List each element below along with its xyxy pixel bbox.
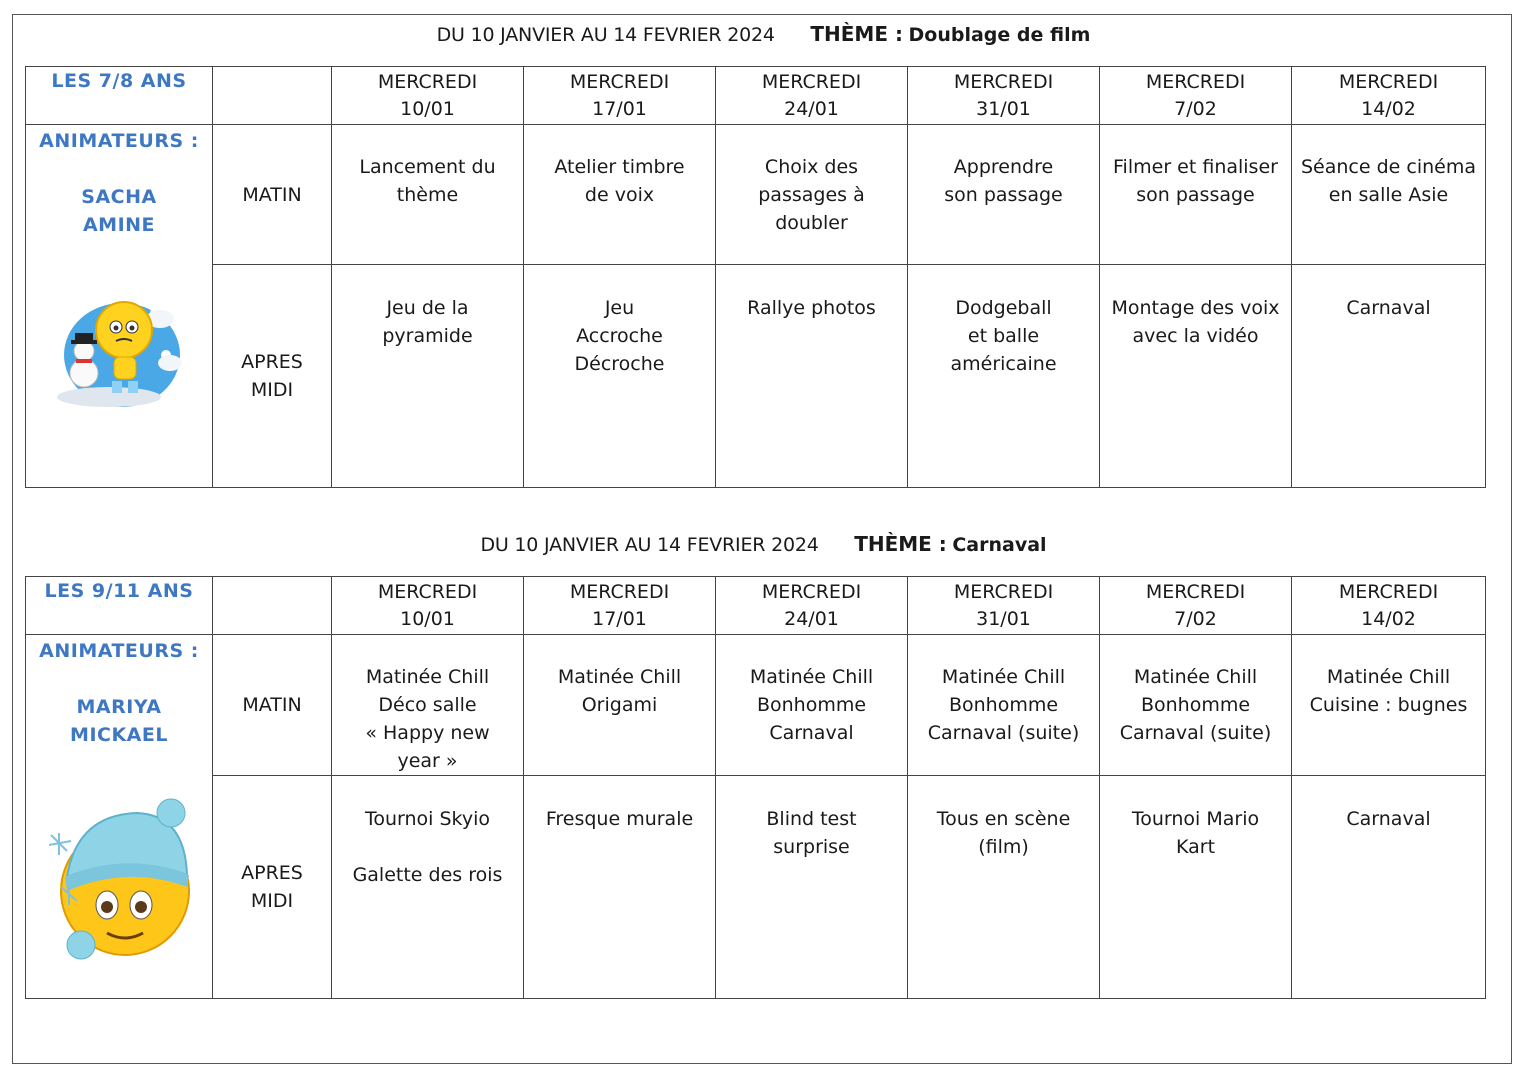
activity-cell: Tous en scène (film) [908,776,1100,999]
activity-cell: Tournoi Mario Kart [1100,776,1292,999]
empty-header-cell [213,577,332,635]
theme-value: Carnaval [952,534,1047,556]
activity-cell: Blind test surprise [716,776,908,999]
animators-label: ANIMATEURS : [39,130,199,152]
day-header: MERCREDI 31/01 [908,577,1100,635]
schedule-table [25,576,1486,999]
activity-cell: Filmer et finaliser son passage [1100,125,1292,265]
activity-cell: Montage des voix avec la vidéo [1100,265,1292,488]
day-header: MERCREDI 10/01 [332,577,524,635]
day-header: MERCREDI 7/02 [1100,577,1292,635]
theme-label: THÈME : [854,532,947,556]
day-header: MERCREDI 10/01 [332,67,524,125]
activity-cell: Rallye photos [716,265,908,488]
age-group-label: LES 9/11 ANS [26,577,213,635]
activity-cell: Dodgeball et balle américaine [908,265,1100,488]
age-group-label: LES 7/8 ANS [26,67,213,125]
animator-name: MARIYA [76,696,162,718]
theme-value: Doublage de film [908,24,1091,46]
activity-cell: Lancement du thème [332,125,524,265]
winter-hat-smiley-icon [37,795,201,961]
activity-cell: Séance de cinéma en salle Asie [1292,125,1486,265]
schedule-table [25,66,1486,488]
day-header: MERCREDI 24/01 [716,67,908,125]
theme-label: THÈME : [810,22,903,46]
date-range: DU 10 JANVIER AU 14 FEVRIER 2024 [480,534,819,556]
animator-name: MICKAEL [70,724,168,746]
activity-cell: Jeu de la pyramide [332,265,524,488]
period-morning-label: MATIN [213,635,332,776]
animator-name: SACHA [81,186,157,208]
activity-cell: Matinée Chill Origami [524,635,716,776]
section-title [0,532,1527,557]
activity-cell: Tournoi Skyio Galette des rois [332,776,524,999]
activity-cell: Apprendre son passage [908,125,1100,265]
activity-cell: Matinée Chill Bonhomme Carnaval (suite) [908,635,1100,776]
activity-cell: Choix des passages à doubler [716,125,908,265]
day-header: MERCREDI 17/01 [524,67,716,125]
day-header: MERCREDI 17/01 [524,577,716,635]
snowman-and-sun-mascot-icon [54,285,184,415]
activity-cell: Matinée Chill Cuisine : bugnes [1292,635,1486,776]
activity-cell: Atelier timbre de voix [524,125,716,265]
day-header: MERCREDI 14/02 [1292,67,1486,125]
period-afternoon-label: APRES MIDI [213,265,332,488]
activity-cell: Carnaval [1292,776,1486,999]
period-morning-label: MATIN [213,125,332,265]
day-header: MERCREDI 7/02 [1100,67,1292,125]
animators-label: ANIMATEURS : [39,640,199,662]
animators-cell [26,635,213,999]
empty-header-cell [213,67,332,125]
activity-cell: Jeu Accroche Décroche [524,265,716,488]
activity-cell: Matinée Chill Déco salle « Happy new year » [332,635,524,776]
period-afternoon-label: APRES MIDI [213,776,332,999]
animator-name: AMINE [82,214,156,236]
activity-cell: Matinée Chill Bonhomme Carnaval [716,635,908,776]
day-header: MERCREDI 31/01 [908,67,1100,125]
day-header: MERCREDI 14/02 [1292,577,1486,635]
day-header: MERCREDI 24/01 [716,577,908,635]
activity-cell: Matinée Chill Bonhomme Carnaval (suite) [1100,635,1292,776]
section-title [0,22,1527,47]
date-range: DU 10 JANVIER AU 14 FEVRIER 2024 [436,24,775,46]
activity-cell: Fresque murale [524,776,716,999]
activity-cell: Carnaval [1292,265,1486,488]
animators-cell [26,125,213,488]
